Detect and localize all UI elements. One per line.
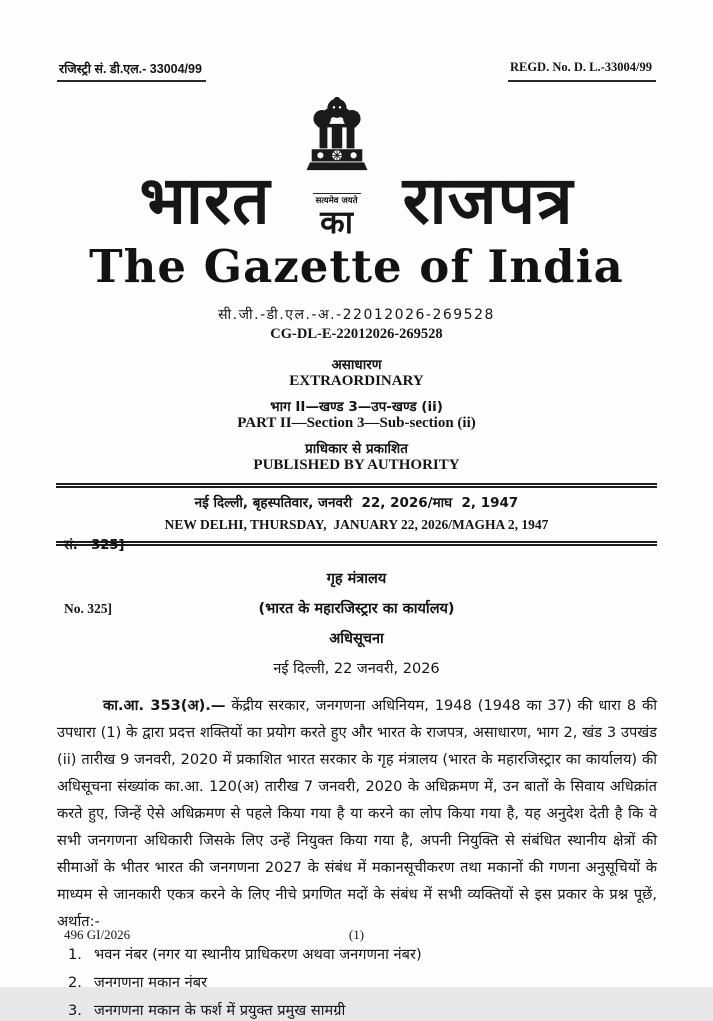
issue-number-hindi: सं. 325] [64,537,125,553]
gazette-codes [0,305,713,343]
issue-dateline-hindi: नई दिल्ली, बृहस्पतिवार, जनवरी 22, 2026/माघ 2, 1947 [194,494,519,511]
masthead [0,96,713,293]
notification-place-date: नई दिल्ली, 22 जनवरी, 2026 [273,660,440,677]
extraordinary-english: EXTRAORDINARY [289,372,424,389]
extraordinary-hindi: असाधारण [331,356,382,373]
notification-number-lead: का.आ. 353(अ).— [103,696,226,714]
masthead-word-rajpatra: राजपत्र [402,161,574,239]
list-item-number: 1. [68,945,82,963]
masthead-word-bharat: भारत [139,161,271,239]
registry-number-hindi: रजिस्ट्री सं. डी.एल.- 33004/99 [57,60,206,82]
question-list [68,945,657,1021]
list-item [68,1001,657,1021]
code-english: CG-DL-E-22012026-269528 [270,325,443,342]
list-item-number: 3. [68,1001,82,1019]
issue-number [64,493,124,661]
page-footer [0,927,713,943]
list-item [68,973,657,993]
notification-paragraph [57,692,657,935]
extraordinary-group [0,355,713,390]
notification-label: अधिसूचना [329,630,384,647]
code-hindi: सी.जी.-डी.एल.-अ.-22012026-269528 [218,306,495,323]
authority-english: PUBLISHED BY AUTHORITY [253,456,460,473]
list-item-number: 2. [68,973,82,991]
list-item-text: जनगणना मकान के फर्श में प्रयुक्त प्रमुख सामग्री [94,1001,346,1019]
list-item-text: भवन नंबर (नगर या स्थानीय प्राधिकरण अथवा जनगणना नंबर) [94,945,422,963]
print-code: 496 GI/2026 [64,927,131,942]
national-emblem-icon [293,96,381,192]
office-name: (भारत के महारजिस्ट्रार का कार्यालय) [258,600,455,617]
masthead-title-english: The Gazette of India [89,239,624,293]
masthead-title-row [0,96,713,240]
list-item [68,945,657,965]
issue-dateline [56,493,657,535]
issue-dateline-english: NEW DELHI, THURSDAY, JANUARY 22, 2026/MAGHA 2, 1947 [164,516,549,532]
edition-block [0,355,713,474]
emblem-column [285,96,389,240]
part-section-hindi: भाग II—खण्ड 3—उप-खण्ड (ii) [270,398,443,415]
page-number: (1) [348,927,365,942]
notification-body-text: केंद्रीय सरकार, जनगणना अधिनियम, 1948 (1948 का 37) की धारा 8 की उपधारा (1) के द्वारा प्रदत्त शक्तियों का प्रयोग करते हुए और भारत के राजपत्र, असाधारण, भाग 2, खंड 3 उपखंड (ii) तारीख 9 जनवरी, 2020 में प्रकाशित भारत सरकार के गृह मंत्रालय (भारत के महारजिस्ट्रार का कार्यालय) की अधिसूचना संख्यांक का.आ. 120(अ) तारीख 7 जनवरी, 2020 के अधिक्रमण में, उन बातों के सिवाय अधिक्रांत करते हुए, जिन्हें ऐसे अधिक्रमण से पहले किया गया है या करने का लोप किया गया है, यह अनुदेश देती है कि वे सभी जनगणना अधिकारी जिसके लिए उन्हें नियुक्त किया गया है, अपनी नियुक्ति से संबंधित स्थानीय क्षेत्रों की सीमाओं के भीतर भारत की जनगणना 2027 के संबंध में मकानसूचीकरण तथा मकानों की गणना अनुसूचियों के माध्यम से जानकारी एकत्र करने के लिए नीचे प्रगणित मदों के संबंध में सभी व्यक्तियों से इस प्रकार के प्रश्न पूछें, अर्थात:- [57,696,657,930]
masthead-word-ka: का [320,203,353,241]
authority-group [0,439,713,474]
authority-hindi: प्राधिकार से प्रकाशित [305,440,408,457]
ministry-name: गृह मंत्रालय [326,570,387,587]
registry-number-english: REGD. No. D. L.-33004/99 [508,60,656,82]
list-item-text: जनगणना मकान नंबर [94,973,208,991]
emblem-motto-text: सत्यमेव जयते [313,193,361,206]
part-section-group [0,397,713,432]
registry-row [0,0,713,82]
part-section-english: PART II—Section 3—Sub-section (ii) [237,414,476,431]
issue-number-english: No. 325] [64,600,112,616]
